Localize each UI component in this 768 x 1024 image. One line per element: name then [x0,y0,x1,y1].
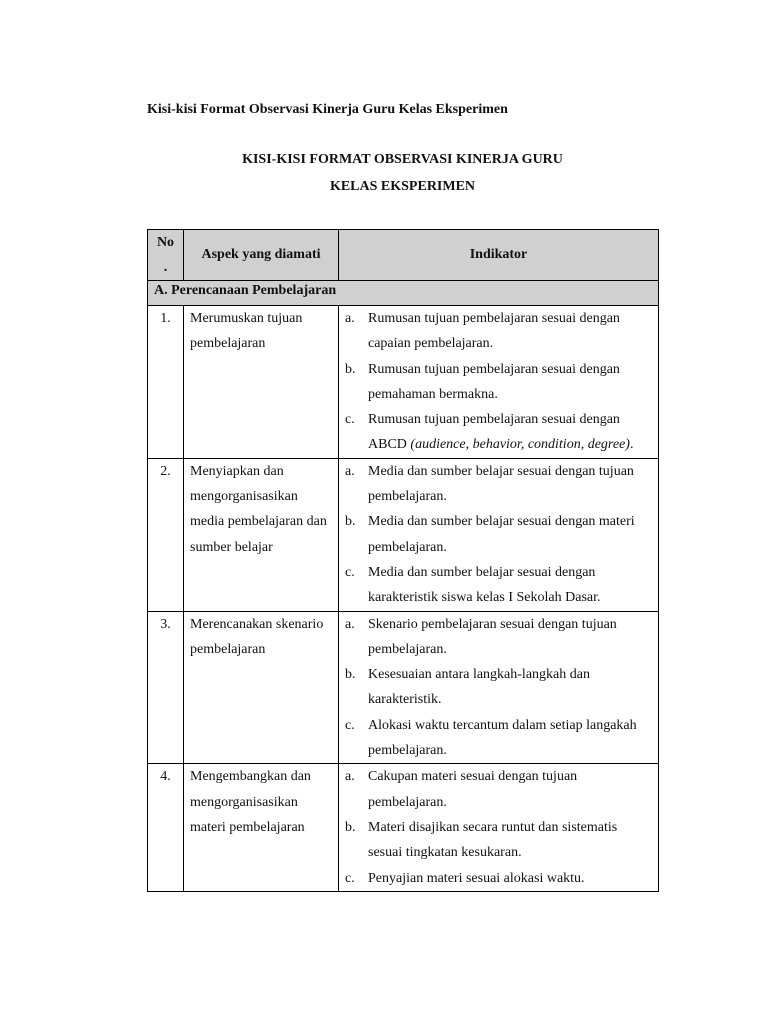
table-header-row [148,230,659,281]
indikator-text: Media dan sumber belajar sesuai dengan tujuan pembelajaran. [368,463,634,505]
table-row [148,764,659,891]
indikator-item [345,612,652,663]
document-heading: Kisi-kisi Format Observasi Kinerja Guru Kelas Eksperimen [147,102,508,117]
indikator-letter: a. [345,769,355,785]
indikator-item [345,713,652,764]
header-no [148,230,184,281]
aspek-cell: Merumuskan tujuan pembelajaran [184,306,339,459]
indikator-letter: c. [345,564,355,580]
indikator-text: Kesesuaian antara langkah-langkah dan karakteristik. [368,667,590,708]
indikator-letter: a. [345,463,355,479]
indikator-cell [339,458,659,611]
table-row [148,611,659,764]
indikator-letter: b. [345,361,356,377]
indikator-letter: a. [345,311,355,326]
indikator-text-main: Rumusan tujuan pembelajaran sesuai dengan ABCD [368,412,620,453]
observation-grid-table [147,229,659,892]
indikator-cell [339,611,659,764]
indikator-letter: a. [345,616,355,632]
indikator-letter: b. [345,667,356,683]
indikator-letter: b. [345,819,356,835]
indikator-item [345,306,652,357]
row-number: 4. [148,764,184,891]
aspek-cell: Mengembangkan dan mengorganisasikan materi pembelajaran [184,764,339,891]
section-a-label: A. Perencanaan Pembelajaran [148,281,659,306]
indikator-item [345,509,652,560]
indikator-item [345,866,652,891]
aspek-cell: Merencanakan skenario pembelajaran [184,611,339,764]
table-title-line1: KISI-KISI FORMAT OBSERVASI KINERJA GURU [242,152,563,167]
table-title-line2: KELAS EKSPERIMEN [329,179,476,194]
row-number: 3. [148,611,184,764]
indikator-text-tail: . [629,437,634,453]
indikator-item [345,459,652,510]
header-no-line2: . [163,260,168,275]
indikator-text: Penyajian materi sesuai alokasi waktu. [368,870,585,886]
indikator-cell [339,306,659,459]
indikator-text-italic: (audience, behavior, condition, degree) [410,437,630,453]
aspek-cell: Menyiapkan dan mengorganisasikan media pembelajaran dan sumber belajar [184,458,339,611]
indikator-text: Skenario pembelajaran sesuai dengan tujuan pembelajaran. [368,616,617,657]
header-no-line1: No [156,235,175,250]
indikator-text: Materi disajikan secara runtut dan sistematis sesuai tingkatan kesukaran. [368,819,618,861]
indikator-cell [339,764,659,891]
row-number: 2. [148,458,184,611]
section-row-a [148,281,659,306]
indikator-text: Alokasi waktu tercantum dalam setiap langakah pembelajaran. [368,717,637,759]
indikator-text: Media dan sumber belajar sesuai dengan materi pembelajaran. [368,514,635,555]
table-row [148,306,659,459]
indikator-text: Cakupan materi sesuai dengan tujuan pembelajaran. [368,769,578,810]
indikator-item [345,357,652,408]
indikator-text: Media dan sumber belajar sesuai dengan karakteristik siswa kelas I Sekolah Dasar. [368,564,601,606]
header-aspek: Aspek yang diamati [184,230,339,281]
indikator-item [345,662,652,713]
row-number: 1. [148,306,184,459]
indikator-letter: c. [345,717,355,733]
indikator-letter: c. [345,412,355,428]
indikator-text: Rumusan tujuan pembelajaran sesuai dengan capaian pembelajaran. [368,311,620,352]
indikator-letter: b. [345,514,356,530]
indikator-text [368,407,652,458]
indikator-item [345,560,652,611]
indikator-item [345,815,652,866]
indikator-text: Rumusan tujuan pembelajaran sesuai dengan pemahaman bermakna. [368,361,620,402]
table-row [148,458,659,611]
indikator-item [345,764,652,815]
header-indikator: Indikator [339,230,659,281]
indikator-letter: c. [345,870,355,886]
indikator-item [345,407,652,458]
